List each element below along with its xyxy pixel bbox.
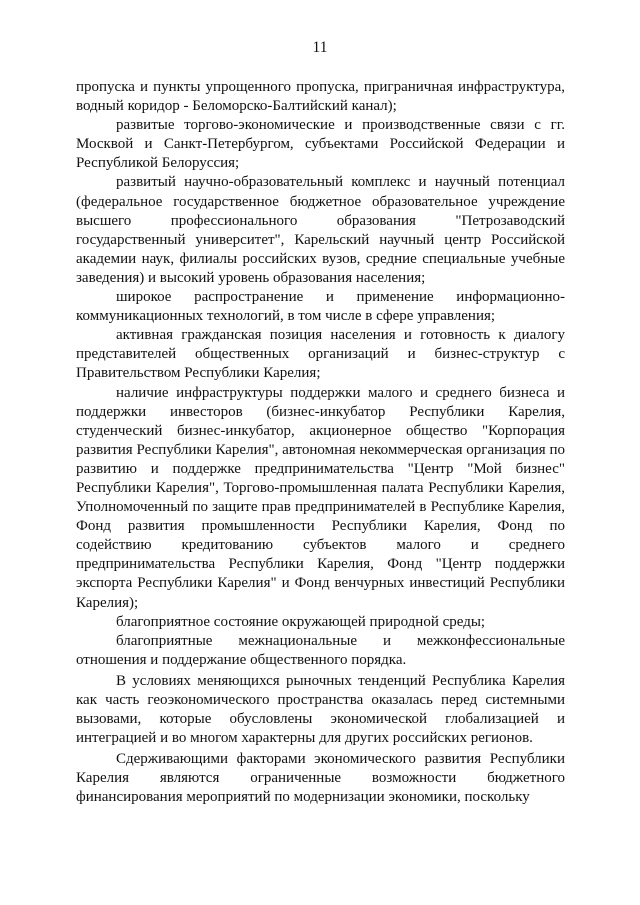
document-body (76, 78, 565, 808)
paragraph-civic-position: активная гражданская позиция населения и готовность к диалогу представителей общественных организаций и бизнес-структур с Правительством Республики Карелия; (76, 327, 565, 382)
paragraph-environment: благоприятное состояние окружающей природной среды; (116, 613, 486, 630)
paragraph-interethnic-relations: благоприятные межнациональные и межконфессиональные отношения и поддержание общественного порядка. (76, 632, 565, 668)
paragraph-trade-relations: развитые торгово-экономические и производственные связи с гг. Москвой и Санкт-Петербургом, субъектами Российской Федерации и Республикой Белоруссия; (76, 117, 565, 172)
paragraph-science-education: развитый научно-образовательный комплекс и научный потенциал (федеральное государственное бюджетное образовательное учреждение высшего профессионального образования "Петрозаводский государственный университет", Карельский научный центр Российской академии наук, филиалы российских вузов, средние специальные учебные заведения) и высокий уровень образования населения; (76, 174, 565, 286)
page-number: 11 (312, 39, 328, 56)
paragraph-market-challenges: В условиях меняющихся рыночных тенденций Республика Карелия как часть геоэкономического пространства оказалась перед системными вызовами, которые обусловлены экономической глобализацией и интеграцией и во многом характерны для других российских регионов. (76, 672, 565, 747)
paragraph-border-infrastructure-cont: пропуска и пункты упрощенного пропуска, приграничная инфраструктура, водный коридор - Беломорско-Балтийский канал); (76, 79, 565, 115)
paragraph-business-support: наличие инфраструктуры поддержки малого и среднего бизнеса и поддержки инвесторов (бизнес-инкубатор Республики Карелия, студенческий бизнес-инкубатор, акционерное общество "Корпорация развития Республики Карелия", автономная некоммерческая организация по развитию и поддержке предпринимательства "Центр "Мой бизнес" Республики Карелия", Торгово-промышленная палата Республики Карелия, Уполномоченный по защите прав предпринимателей в Республике Карелия, Фонд развития промышленности Республики Карелия, Фонд по содействию кредитованию субъектов малого и среднего предпринимательства Республики Карелия, Фонд "Центр поддержки экспорта Республики Карелия" и Фонд венчурных инвестиций Республики Карелия); (76, 384, 565, 611)
paragraph-ict: широкое распространение и применение информационно-коммуникационных технологий, в том числе в сфере управления; (76, 289, 565, 325)
paragraph-constraining-factors: Сдерживающими факторами экономического развития Республики Карелия являются ограниченные возможности бюджетного финансирования мероприятий по модернизации экономики, поскольку (76, 751, 565, 806)
